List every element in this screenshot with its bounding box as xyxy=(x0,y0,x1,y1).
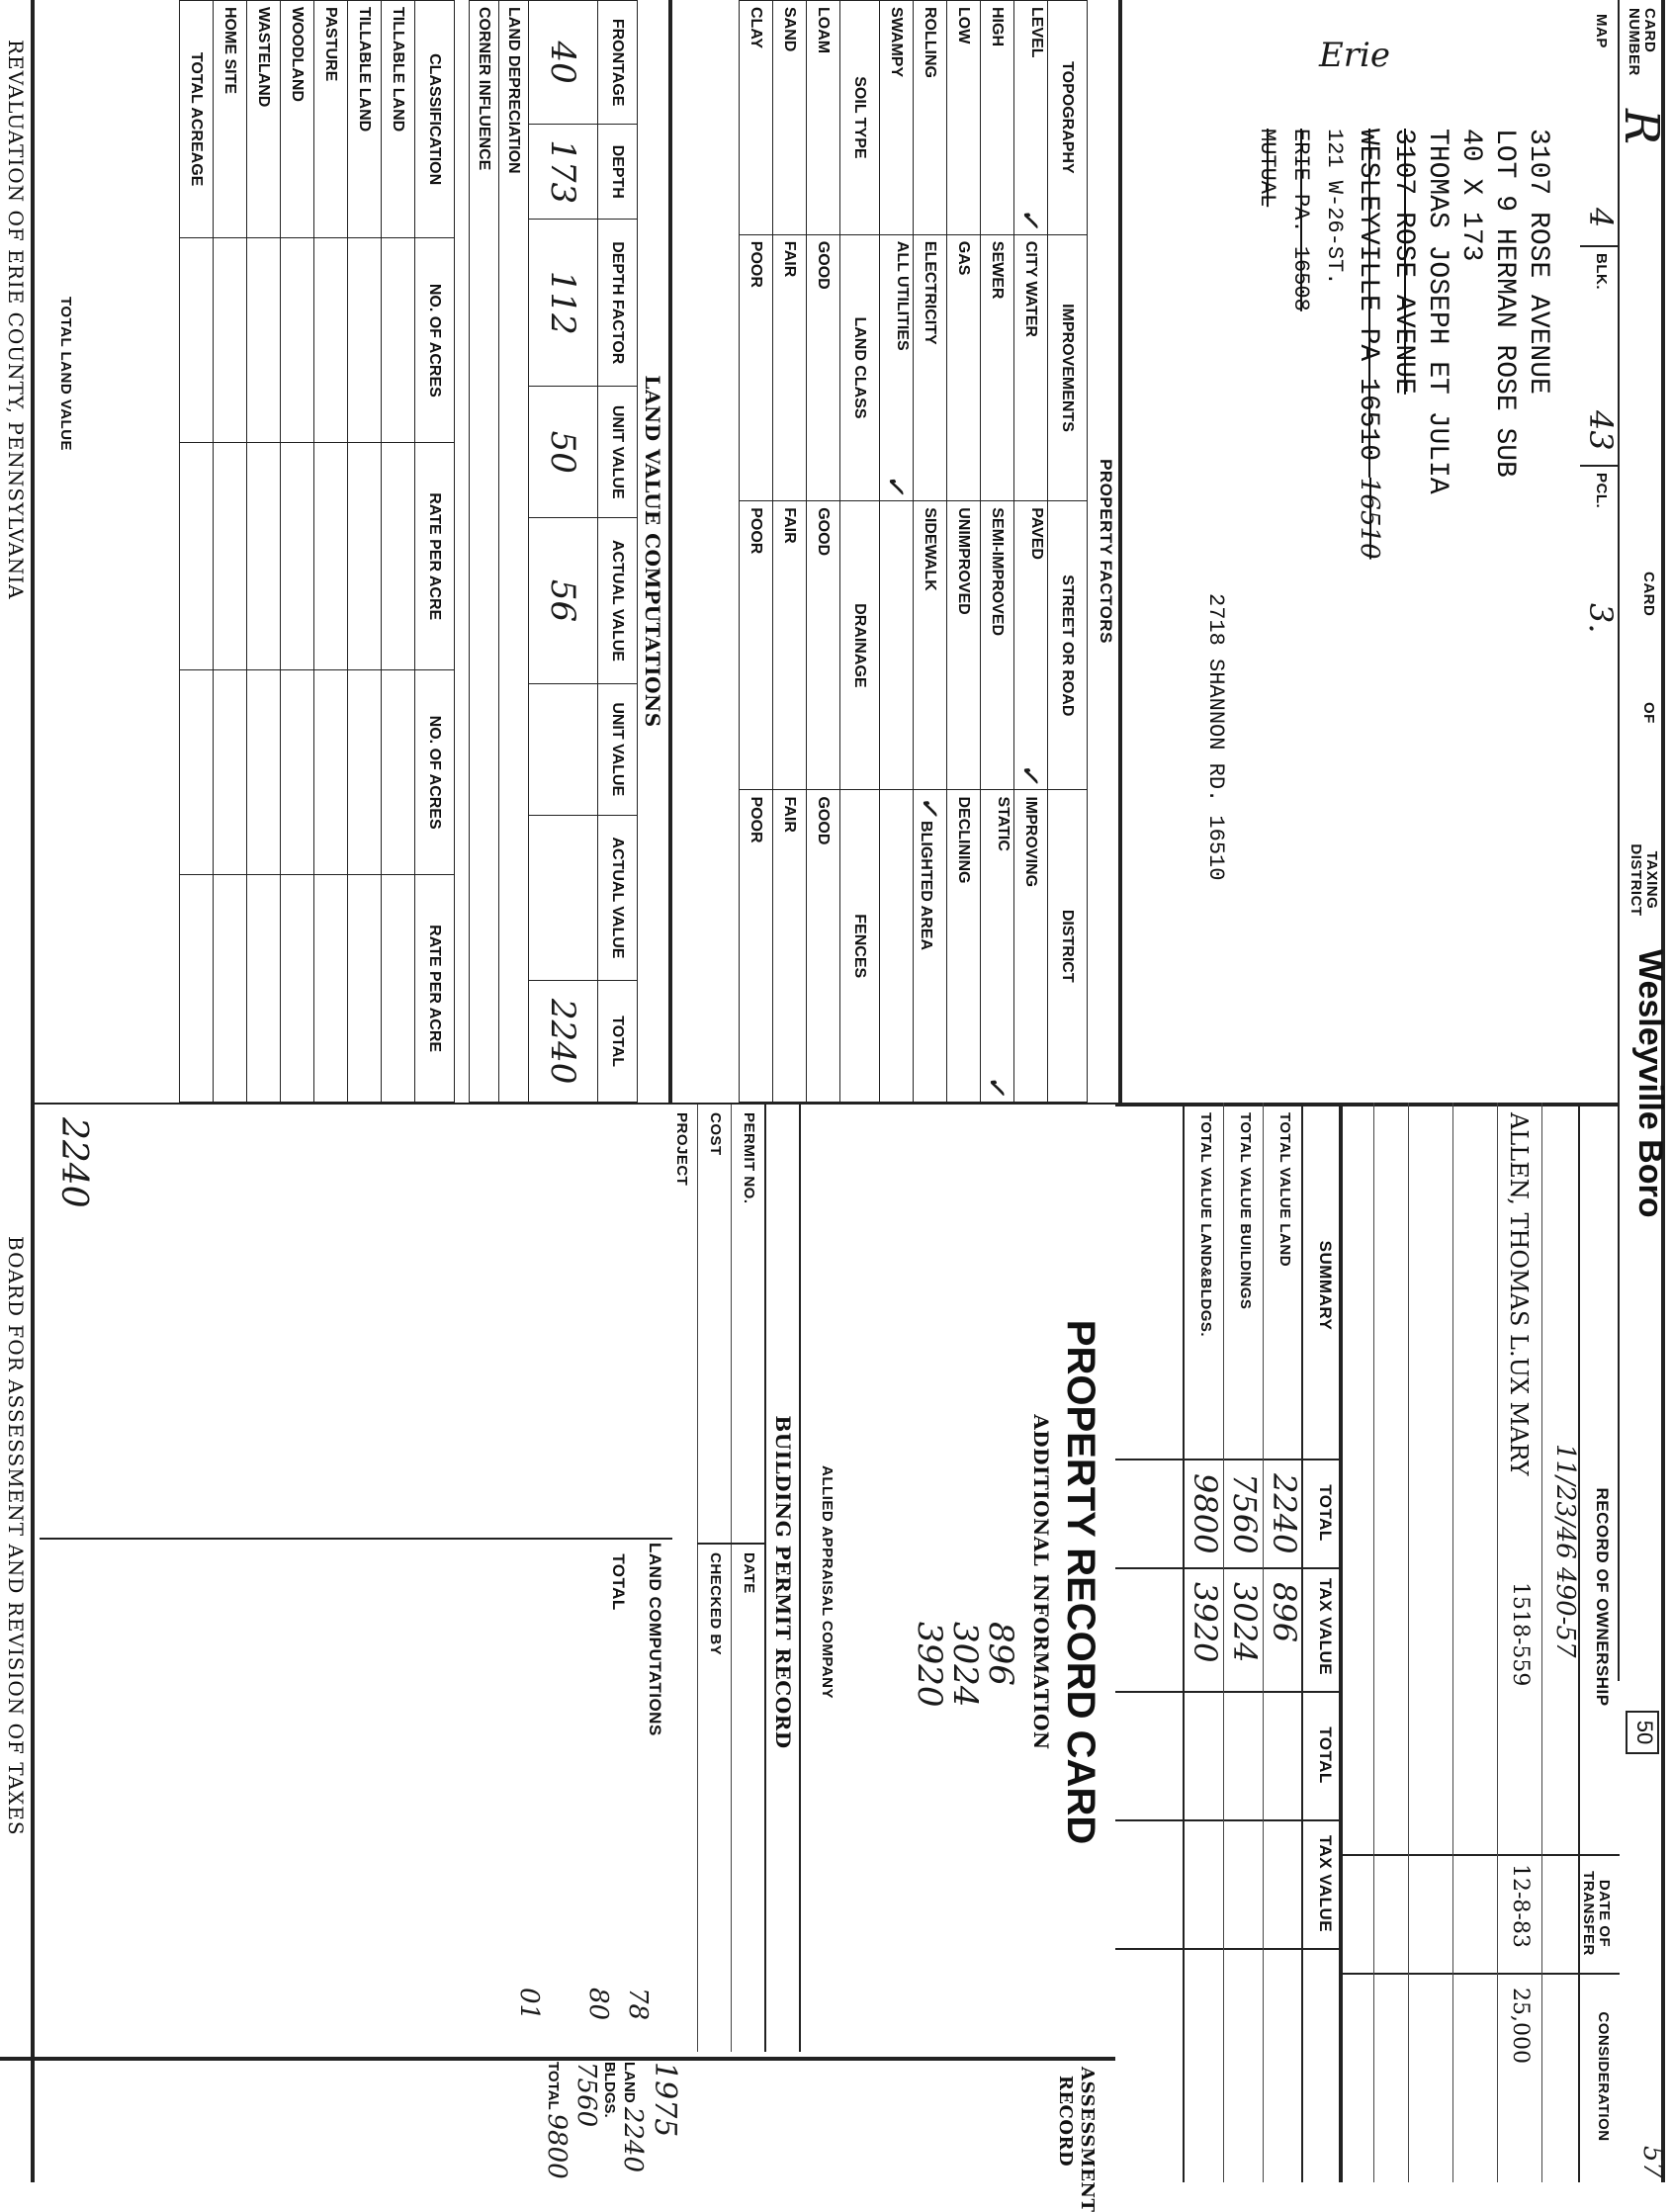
owner-line-2: LOT 9 HERMAN ROSE SUB xyxy=(1489,129,1520,478)
land-value-title: LAND VALUE COMPUTATIONS xyxy=(641,375,664,728)
pf-cell: CLAY xyxy=(740,1,773,235)
ownership-row-2-consideration: 25,000 xyxy=(1508,1988,1533,2064)
total-land-value-label: TOTAL LAND VALUE xyxy=(57,297,74,452)
handwritten-city: Erie xyxy=(1318,36,1391,76)
pf-header-fences: FENCES xyxy=(840,790,880,1103)
lv-header: UNIT VALUE xyxy=(598,387,638,518)
owner-block xyxy=(1250,129,1554,560)
margin-value: 3920 xyxy=(910,1622,949,1708)
summary-col-total: TOTAL xyxy=(1316,1484,1335,1542)
summary-row-total: TOTAL VALUE LAND&BLDGS. xyxy=(1197,1112,1214,1338)
class-row: TILLABLE LAND xyxy=(382,1,415,238)
class-row: WOODLAND xyxy=(281,1,314,238)
property-factors-table xyxy=(739,0,1088,1103)
lv-cell xyxy=(529,815,598,981)
assessment-first-year xyxy=(542,2062,682,2180)
col-consideration: CONSIDERATION xyxy=(1595,2011,1612,2142)
property-factors-title: PROPERTY FACTORS xyxy=(1097,459,1115,644)
summary-all-total: 9800 xyxy=(1187,1473,1224,1554)
class-row: PASTURE xyxy=(314,1,348,238)
margin-values xyxy=(912,1622,1018,1708)
summary-title: SUMMARY xyxy=(1316,1240,1335,1331)
owner-line-5: 3107 ROSE AVENUE xyxy=(1388,129,1419,395)
owner-line-9: MUTUAL xyxy=(1255,129,1279,208)
lv-depth-factor: 112 xyxy=(529,220,598,387)
corner-number: 57 xyxy=(1637,2146,1667,2179)
pf-cell xyxy=(880,790,914,1103)
pf-cell: SEWER xyxy=(981,234,1014,500)
assessment-title: ASSESSMENT RECORD xyxy=(1055,2067,1098,2212)
class-row: WASTELAND xyxy=(247,1,281,238)
owner-line-6: WESLEYVILLE PA 16510 16510 xyxy=(1353,129,1384,560)
permit-project-label: PROJECT xyxy=(673,1112,690,1187)
pf-header-street: STREET OR ROAD xyxy=(1048,501,1088,790)
map-label: MAP xyxy=(1593,14,1610,48)
pf-cell: SIDEWALK xyxy=(914,501,947,790)
card-number-value: R xyxy=(1614,109,1669,145)
lv-header: ACTUAL VALUE xyxy=(598,518,638,684)
lv-total: 2240 xyxy=(529,981,598,1103)
class-row: TOTAL ACREAGE xyxy=(180,1,214,238)
owner-line-3: 40 X 173 xyxy=(1455,129,1486,262)
class-header: RATE PER ACRE xyxy=(415,875,455,1103)
lv-total-2: TOTAL xyxy=(609,1553,628,1611)
pf-cell: FAIR xyxy=(773,234,807,500)
class-header: NO. OF ACRES xyxy=(415,670,455,875)
ownership-row-2-book: 1518-559 xyxy=(1508,1582,1533,1687)
pf-header-land-class: LAND CLASS xyxy=(840,234,880,500)
assessment-bldgs: BLDGS. 7560 xyxy=(572,2062,618,2128)
class-header: NO. OF ACRES xyxy=(415,238,455,443)
district-name: Wesleyville Boro xyxy=(1631,949,1669,1218)
assessment-land: LAND 2240 xyxy=(618,2062,648,2173)
margin-value: 896 xyxy=(981,1622,1020,1686)
pf-cell: GAS xyxy=(947,234,981,500)
ownership-row-2-date: 12-8-83 xyxy=(1508,1864,1533,1948)
header-rule xyxy=(1618,0,1620,1681)
pf-cell: POOR xyxy=(740,234,773,500)
owner-line-7: 121 W-26-ST. xyxy=(1322,129,1347,286)
total-land-value-amount: 2240 xyxy=(53,1117,94,1208)
pcl-value: 3. xyxy=(1582,603,1620,634)
map-value: 4 xyxy=(1582,208,1620,228)
pf-cell: ELECTRICITY xyxy=(914,234,947,500)
lv-header: TOTAL xyxy=(598,981,638,1103)
pf-header-district: DISTRICT xyxy=(1048,790,1088,1103)
lv-depth: 173 xyxy=(529,125,598,220)
card-number-label: CARD NUMBER xyxy=(1626,8,1658,76)
permit-title: BUILDING PERMIT RECORD xyxy=(771,1415,795,1749)
box-number: 50 xyxy=(1626,1711,1659,1754)
classification-table xyxy=(179,0,455,1103)
lv-header: FRONTAGE xyxy=(598,1,638,125)
company-name: ALLIED APPRAISAL COMPANY xyxy=(819,1465,836,1699)
owner-line-1: 3107 ROSE AVENUE xyxy=(1523,129,1553,395)
margin-value: 3024 xyxy=(945,1622,985,1708)
pf-cell: CITY WATER xyxy=(1014,234,1048,500)
pf-header-improvements: IMPROVEMENTS xyxy=(1048,234,1088,500)
permit-checked-label: CHECKED BY xyxy=(707,1552,724,1656)
pf-cell xyxy=(880,501,914,790)
class-row: HOME SITE xyxy=(214,1,247,238)
pf-header-soil: SOIL TYPE xyxy=(840,1,880,235)
additional-info: ADDITIONAL INFORMATION xyxy=(1029,1414,1053,1750)
summary-row-land: TOTAL VALUE LAND xyxy=(1276,1112,1293,1268)
pf-cell: LOAM xyxy=(807,1,840,235)
pf-cell: DECLINING xyxy=(947,790,981,1103)
assessment-note-c: 01 xyxy=(514,1988,544,2021)
summary-land-total: 2240 xyxy=(1266,1473,1303,1554)
summary-bldg-tax: 3024 xyxy=(1226,1582,1264,1663)
ownership-row-1-book: 11/23/46 490-57 xyxy=(1550,1444,1580,1658)
owner-line-8: ERIE PA. 16508 xyxy=(1288,129,1313,311)
lv-header: ACTUAL VALUE xyxy=(598,815,638,981)
class-header: RATE PER ACRE xyxy=(415,443,455,670)
pcl-label: PCL. xyxy=(1593,473,1610,509)
lv-actual-value: 56 xyxy=(529,518,598,684)
blk-value: 43 xyxy=(1582,410,1620,451)
pf-cell: ALL UTILITIES ✓ xyxy=(880,234,914,500)
pf-header-drainage: DRAINAGE xyxy=(840,501,880,790)
col-transfer: DATE OF TRANSFER xyxy=(1580,1871,1613,1956)
summary-col-tax: TAX VALUE xyxy=(1316,1577,1335,1676)
lv-land-depreciation: LAND DEPRECIATION xyxy=(499,1,529,1103)
pf-cell: SEMI-IMPROVED xyxy=(981,501,1014,790)
summary-col-tax-2: TAX VALUE xyxy=(1316,1834,1335,1933)
owner-line-4: THOMAS JOSEPH ET JULIA xyxy=(1422,129,1452,494)
taxing-district-label: TAXING DISTRICT xyxy=(1627,843,1660,917)
summary-land-tax: 896 xyxy=(1266,1582,1303,1643)
class-row: TILLABLE LAND xyxy=(348,1,382,238)
lv-header: DEPTH FACTOR xyxy=(598,220,638,387)
assessment-total: TOTAL 9800 xyxy=(542,2062,572,2179)
permit-no-label: PERMIT NO. xyxy=(741,1112,757,1204)
blk-label: BLK. xyxy=(1593,253,1610,290)
footer-left: REVALUATION OF ERIE COUNTY, PENNSYLVANIA xyxy=(4,40,28,600)
pf-cell: IMPROVING xyxy=(1014,790,1048,1103)
assessment-note-a: 78 xyxy=(623,1988,653,2021)
pf-cell: FAIR xyxy=(773,790,807,1103)
summary-all-tax: 3920 xyxy=(1187,1582,1224,1663)
card-label: CARD xyxy=(1640,572,1657,617)
pf-cell: GOOD xyxy=(807,501,840,790)
pf-cell: HIGH xyxy=(981,1,1014,235)
pf-header-topography: TOPOGRAPHY xyxy=(1048,1,1088,235)
summary-row-buildings: TOTAL VALUE BUILDINGS xyxy=(1237,1112,1254,1310)
of-label: OF xyxy=(1640,702,1657,724)
lv-header: UNIT VALUE xyxy=(598,683,638,815)
assessment-year: 1975 xyxy=(648,2062,682,2138)
lv-header: DEPTH xyxy=(598,125,638,220)
summary-col-total-2: TOTAL xyxy=(1316,1726,1335,1784)
owner-address-2: 2718 SHANNON RD. 16510 xyxy=(1203,593,1228,881)
pf-cell: POOR xyxy=(740,501,773,790)
permit-date-label: DATE xyxy=(741,1552,757,1594)
pf-cell: ✓ BLIGHTED AREA xyxy=(914,790,947,1103)
footer-right: BOARD FOR ASSESSMENT AND REVISION OF TAXES xyxy=(4,1236,28,1836)
pf-cell: SAND xyxy=(773,1,807,235)
pf-cell: SWAMPY xyxy=(880,1,914,235)
pf-cell: LOW xyxy=(947,1,981,235)
land-computations-label: LAND COMPUTATIONS xyxy=(646,1543,664,1736)
pf-cell: GOOD xyxy=(807,790,840,1103)
summary-bldg-total: 7560 xyxy=(1226,1473,1264,1554)
lv-unit-value: 50 xyxy=(529,387,598,518)
pf-cell: STATIC ✓ xyxy=(981,790,1014,1103)
pf-cell: GOOD xyxy=(807,234,840,500)
permit-cost-label: COST xyxy=(707,1112,724,1156)
lv-frontage: 40 xyxy=(529,1,598,125)
pf-cell: LEVEL ✓ xyxy=(1014,1,1048,235)
pf-cell: POOR xyxy=(740,790,773,1103)
pf-cell: PAVED ✓ xyxy=(1014,501,1048,790)
class-header: CLASSIFICATION xyxy=(415,1,455,238)
property-record-title: PROPERTY RECORD CARD xyxy=(1059,1319,1102,1845)
lv-cell xyxy=(529,683,598,815)
land-value-table xyxy=(469,0,638,1103)
assessment-note-b: 80 xyxy=(583,1988,613,2021)
ownership-row-2-name: ALLEN, THOMAS L.UX MARY xyxy=(1505,1112,1533,1476)
lv-corner-influence: CORNER INFLUENCE xyxy=(470,1,499,1103)
pf-cell: UNIMPROVED xyxy=(947,501,981,790)
pf-cell: FAIR xyxy=(773,501,807,790)
pf-cell: ROLLING xyxy=(914,1,947,235)
ownership-title: RECORD OF OWNERSHIP xyxy=(1593,1487,1612,1707)
